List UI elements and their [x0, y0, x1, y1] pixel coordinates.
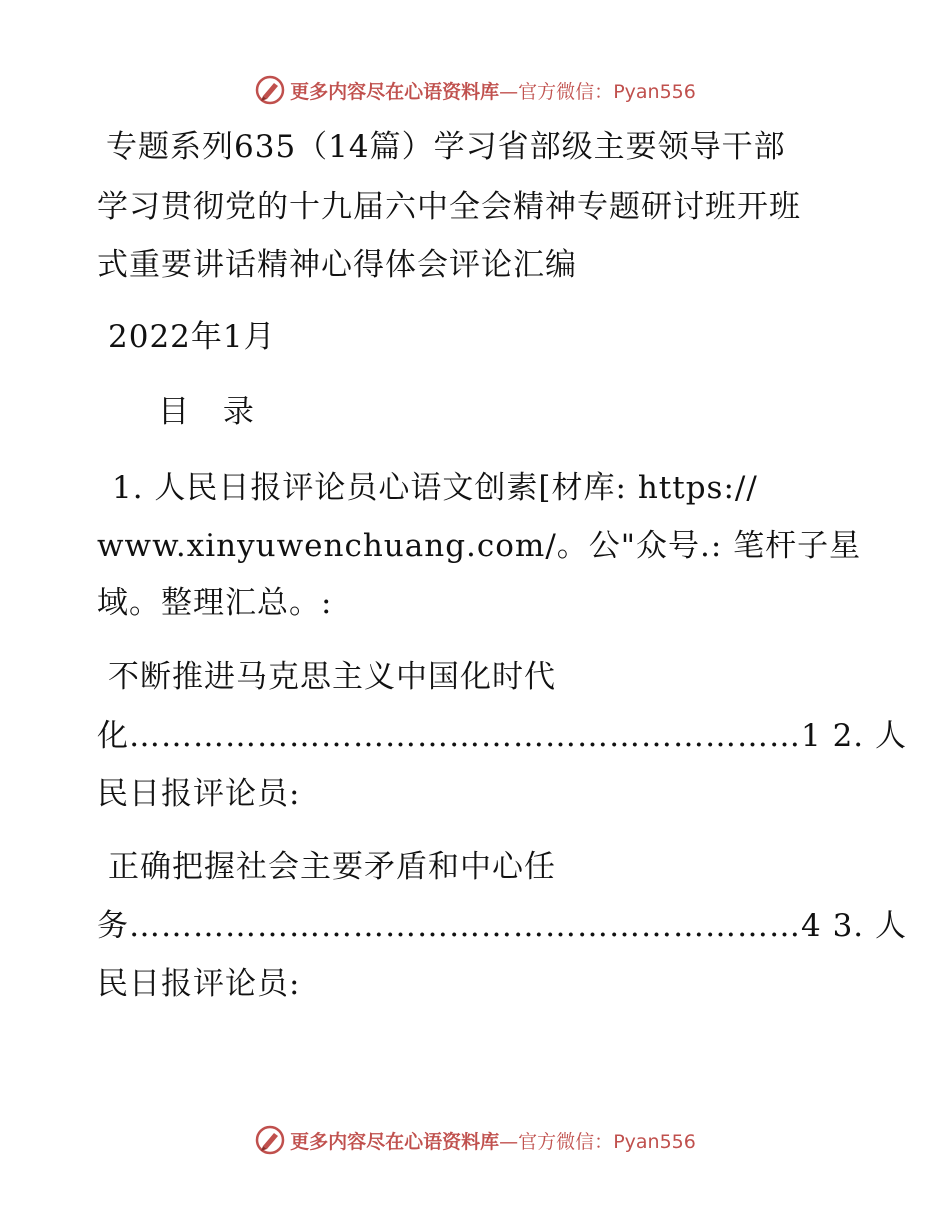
pen-logo-icon	[254, 1124, 286, 1156]
toc-entry-2-line-2: 化………………………………………………………1 2. 人	[97, 718, 908, 754]
document-title-line-2: 学习贯彻党的十九届六中全会精神专题研讨班开班	[97, 189, 801, 225]
document-title-line-1: 专题系列635（14篇）学习省部级主要领导干部	[106, 129, 786, 165]
toc-entry-3-line-2: 务………………………………………………………4 3. 人	[97, 908, 908, 944]
watermark-site: 更多内容尽在心语资料库	[290, 80, 500, 103]
toc-heading: 目 录	[158, 394, 266, 430]
toc-entry-1-line-1: 1. 人民日报评论员心语文创素[材库: https://	[112, 470, 758, 506]
toc-entry-2-line-3: 民日报评论员:	[97, 776, 301, 812]
toc-entry-1-line-3: 域。整理汇总。:	[97, 585, 333, 621]
document-title-line-3: 式重要讲话精神心得体会评论汇编	[97, 247, 577, 283]
toc-entry-2-line-1: 不断推进马克思主义中国化时代	[108, 659, 556, 695]
watermark-dash: —	[499, 80, 519, 103]
toc-entry-1-line-2: www.xinyuwenchuang.com/。公"众号.: 笔杆子星	[97, 528, 862, 564]
watermark-wechat-id: Pyan556	[613, 80, 696, 103]
watermark-wechat-label: 官方微信：	[518, 1130, 614, 1153]
watermark-wechat-label: 官方微信：	[518, 80, 614, 103]
toc-entry-3-line-3: 民日报评论员:	[97, 966, 301, 1002]
watermark-wechat-id: Pyan556	[613, 1130, 696, 1153]
toc-entry-3-line-1: 正确把握社会主要矛盾和中心任	[108, 849, 556, 885]
document-date: 2022年1月	[108, 319, 276, 355]
watermark-text	[290, 1127, 696, 1154]
watermark-site: 更多内容尽在心语资料库	[290, 1130, 500, 1153]
watermark-dash: —	[499, 1130, 519, 1153]
footer-watermark-banner	[0, 1120, 950, 1160]
